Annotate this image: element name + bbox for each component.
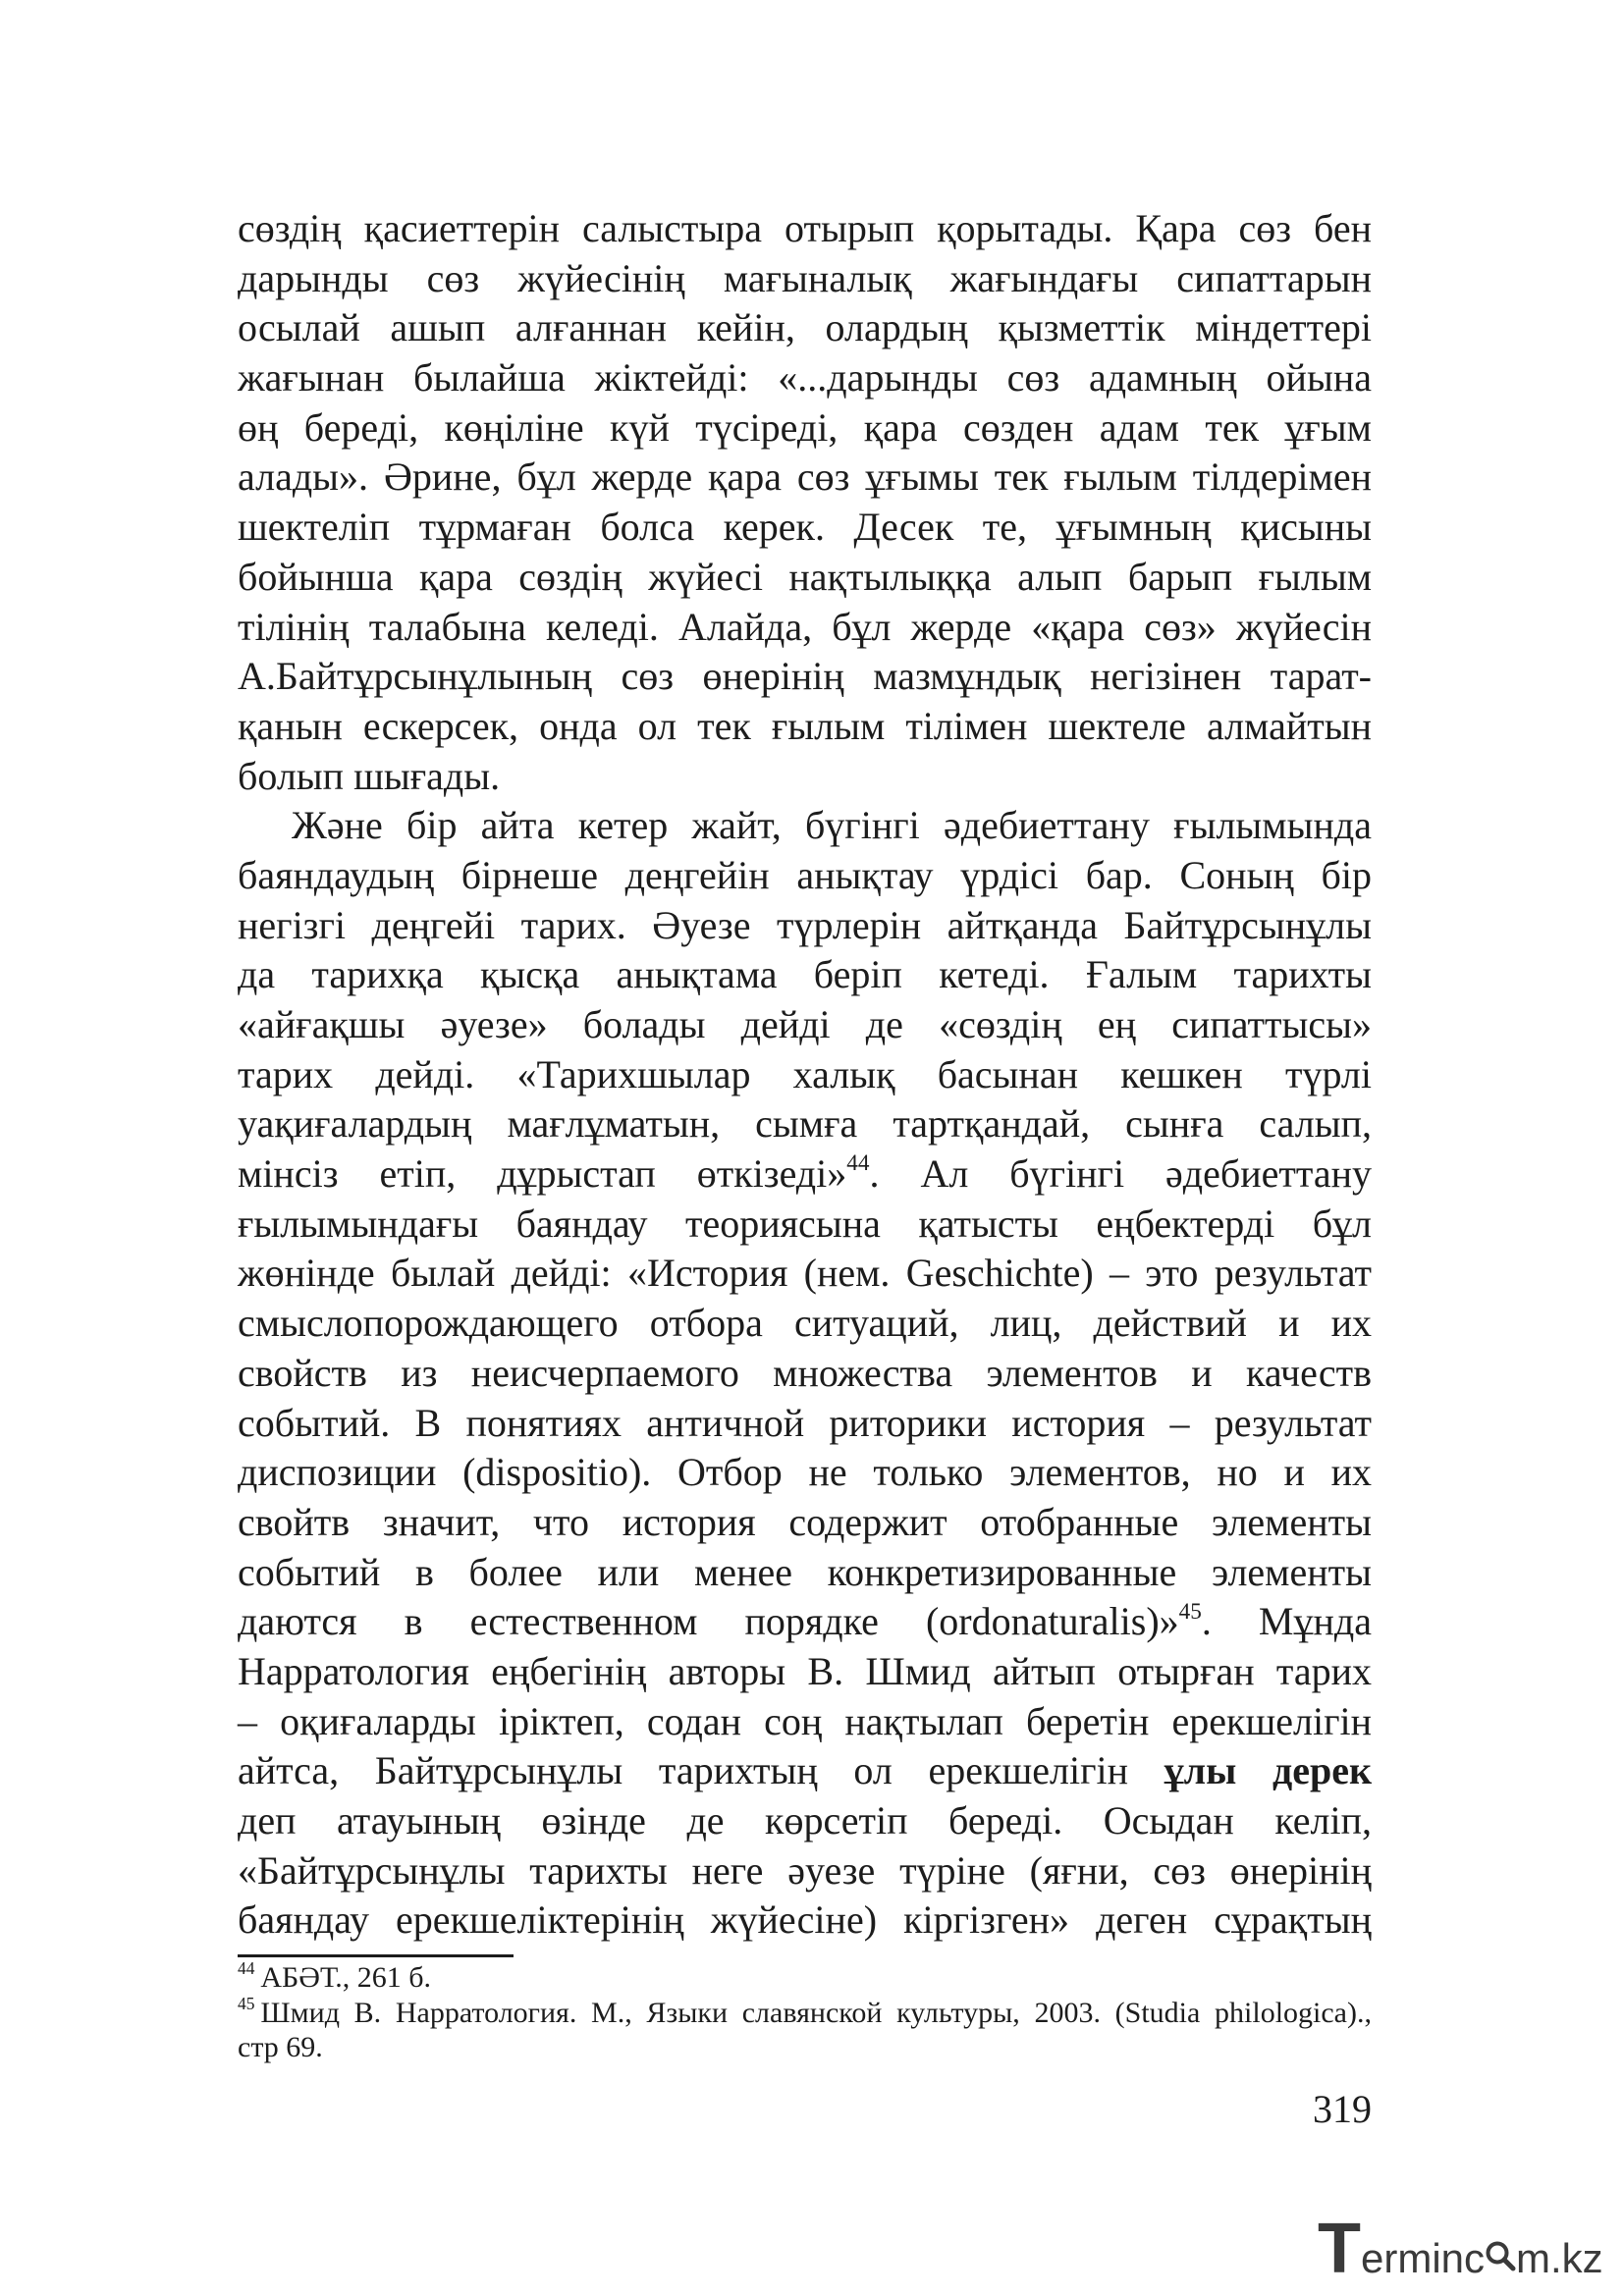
text-line: «айғақшы әуезе» болады дейді де «сөздің ең сипаттысы» <box>238 1002 1372 1046</box>
text-line: деп атауының өзінде де көрсетіп береді. Осыдан келіп, <box>238 1798 1372 1842</box>
text-line <box>238 1597 1372 1647</box>
watermark-logo <box>1318 2210 1603 2288</box>
text-run: мінсіз етіп, дұрыстап өткізеді» <box>238 1151 847 1197</box>
text-line: өң береді, көңіліне күй түсіреді, қара сөзден адам тек ұғым <box>238 404 1372 450</box>
watermark-initial: T <box>1318 2210 1361 2288</box>
text-line: шектеліп тұрмаған болса керек. Десек те, ұғымның қисыны <box>238 505 1372 550</box>
text-line: – оқиғаларды іріктеп, содан соң нақтылап беретін ерекшелігін <box>238 1698 1372 1743</box>
text-run: даются в естественном порядке (ordonaturalis)» <box>238 1599 1179 1644</box>
text-line: баяндау ерекшеліктерінің жүйесіне) кіргізген» деген сұрақтың <box>238 1897 1372 1943</box>
text-line: свойств из неисчерпаемого множества элементов и качеств <box>238 1350 1372 1395</box>
body-text <box>238 204 1372 1946</box>
footnote-reference: 44 <box>846 1150 870 1177</box>
text-line: диспозиции (dispositio). Отбор не только элементов, но и их <box>238 1450 1372 1495</box>
text-line: да тарихқа қысқа анықтама беріп кетеді. Ғалым тарихты <box>238 952 1372 997</box>
text-line: ғылымындағы баяндау теориясына қатысты еңбектерді бұл <box>238 1201 1372 1246</box>
footnote <box>238 1996 1372 2031</box>
text-run: . Мұнда <box>1201 1599 1373 1644</box>
text-line: Нарратология еңбегінің авторы В. Шмид айтып отырған тарих <box>238 1648 1372 1693</box>
text-line: свойтв значит, что история содержит отобранные элементы <box>238 1499 1372 1544</box>
text-line: Және бір айта кетер жайт, бүгінгі әдебиеттану ғылымында <box>292 803 1372 848</box>
footnote <box>238 1960 1372 1996</box>
footnote-number: 44 <box>238 1958 255 1979</box>
watermark-text-start: erminc <box>1360 2235 1486 2281</box>
text-line: дарынды сөз жүйесінің мағыналық жағындағы сипаттарын <box>238 255 1372 300</box>
text-line: жөнінде былай дейді: «История (нем. Geschichte) – это результат <box>238 1251 1372 1296</box>
text-line: тарих дейді. «Тарихшылар халық басынан кешкен түрлі <box>238 1051 1372 1096</box>
text-line: А.Байтұрсынұлының сөз өнерінің мазмұндық негізінен тарат- <box>238 654 1372 699</box>
text-line: жағынан былайша жіктейді: «...дарынды сөз адамның ойына <box>238 355 1372 400</box>
text-line <box>238 1149 1372 1200</box>
footnotes <box>238 1960 1372 2065</box>
footnote-continuation <box>238 2030 1372 2065</box>
text-line: уақиғалардың мағлұматын, сымға тартқандай, сынға салып, <box>238 1101 1372 1147</box>
text-line: событий в более или менее конкретизированные элементы <box>238 1549 1372 1594</box>
footnote-text: Шмид В. Нарратология. М., Языки славянской культуры, 2003. (Studia philologica)., <box>260 1996 1372 2029</box>
text-line: бойынша қара сөздің жүйесі нақтылыққа алып барып ғылым <box>238 554 1372 599</box>
bold-term: ұлы дерек <box>1164 1748 1372 1793</box>
paragraph <box>238 801 1372 1946</box>
text-line: алады». Әрине, бұл жерде қара сөз ұғымы тек ғылым тілдерімен <box>238 454 1372 500</box>
text-line: событий. В понятиях античной риторики история – результат <box>238 1400 1372 1445</box>
text-line: қанын ескерсек, онда ол тек ғылым тілімен шектеле алмайтын <box>238 703 1372 748</box>
text-line: сөздің қасиеттерін салыстыра отырып қорытады. Қара сөз бен <box>238 206 1372 250</box>
text-line: смыслопорождающего отбора ситуаций, лиц, действий и их <box>238 1301 1372 1346</box>
text-line: болып шығады. <box>238 753 501 798</box>
text-line: баяндаудың бірнеше деңгейін анықтау үрдісі бар. Соның бір <box>238 852 1372 897</box>
page-number: 319 <box>1313 2087 1372 2131</box>
text-line: «Байтұрсынұлы тарихты неге әуезе түріне (яғни, сөз өнерінің <box>238 1847 1372 1893</box>
footnote-rule <box>238 1954 514 1957</box>
footnote-text: АБӘТ., 261 б. <box>260 1961 432 1994</box>
text-line: негізгі деңгейі тарих. Әуезе түрлерін айтқанда Байтұрсынұлы <box>238 902 1372 947</box>
text-line <box>238 1746 1372 1796</box>
magnifier-icon <box>1485 2240 1516 2271</box>
paragraph <box>238 204 1372 801</box>
footnote-number: 45 <box>238 1994 255 2014</box>
footnote-text: стр 69. <box>238 2031 323 2064</box>
text-run: . Ал бүгінгі әдебиеттану <box>869 1151 1373 1197</box>
watermark-text-end: m.kz <box>1516 2235 1603 2281</box>
text-line: осылай ашып алғаннан кейін, олардың қызметтік міндеттері <box>238 305 1372 350</box>
footnote-reference: 45 <box>1178 1598 1202 1625</box>
text-line: тілінің талабына келеді. Алайда, бұл жерде «қара сөз» жүйесін <box>238 604 1372 649</box>
text-run: айтса, Байтұрсынұлы тарихтың ол ерекшелігін <box>238 1748 1164 1793</box>
